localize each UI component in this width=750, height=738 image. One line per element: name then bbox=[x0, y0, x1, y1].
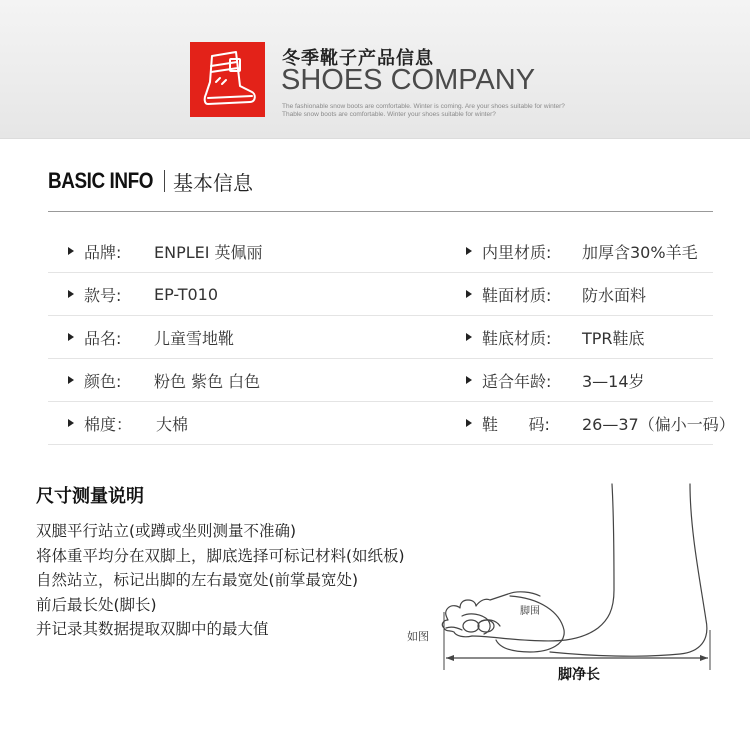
table-row bbox=[48, 359, 713, 402]
attr-label: 鞋底材质: bbox=[482, 328, 552, 348]
divider bbox=[48, 211, 713, 212]
attr-value: 加厚含30%羊毛 bbox=[582, 242, 698, 262]
boot-icon bbox=[190, 42, 265, 117]
banner-title-en: SHOES COMPANY bbox=[281, 64, 536, 96]
bullet-triangle-icon bbox=[466, 419, 472, 427]
bullet-triangle-icon bbox=[68, 290, 74, 298]
banner-subtitle bbox=[282, 103, 565, 119]
diagram-label-left: 如图 bbox=[407, 630, 429, 643]
table-row bbox=[48, 402, 735, 445]
attr-value: TPR鞋底 bbox=[582, 328, 645, 348]
instruction-line: 将体重平均分在双脚上，脚底选择可标记材料(如纸板) bbox=[36, 546, 405, 565]
diagram-label-length: 脚净长 bbox=[558, 667, 600, 683]
attr-value: 3—14岁 bbox=[582, 371, 645, 391]
attr-label: 款号: bbox=[84, 285, 122, 305]
logo bbox=[190, 42, 265, 117]
attr-label: 品名: bbox=[84, 328, 122, 348]
bullet-triangle-icon bbox=[68, 419, 74, 427]
attr-label: 内里材质: bbox=[482, 242, 552, 262]
bullet-triangle-icon bbox=[68, 376, 74, 384]
table-row bbox=[48, 230, 713, 273]
attr-value: ENPLEI 英佩丽 bbox=[154, 242, 263, 262]
bullet-triangle-icon bbox=[68, 333, 74, 341]
attr-value: 26—37（偏小一码） bbox=[582, 414, 735, 434]
measure-instructions bbox=[36, 519, 405, 642]
measure-title: 尺寸测量说明 bbox=[36, 486, 144, 507]
attr-label: 品牌: bbox=[84, 242, 122, 262]
instruction-line: 前后最长处(脚长) bbox=[36, 595, 157, 614]
diagram-label-ball: 脚围 bbox=[520, 606, 540, 617]
banner-title-cn: 冬季靴子产品信息 bbox=[282, 48, 434, 69]
attr-value: 儿童雪地靴 bbox=[154, 328, 235, 348]
instruction-line: 双腿平行站立(或蹲或坐则测量不准确) bbox=[36, 522, 297, 540]
bullet-triangle-icon bbox=[466, 376, 472, 384]
header-banner bbox=[0, 0, 750, 139]
bullet-triangle-icon bbox=[466, 290, 472, 298]
bullet-triangle-icon bbox=[466, 333, 472, 341]
section-title-cn: 基本信息 bbox=[173, 170, 253, 195]
banner-subtitle-line: Thable snow boots are comfortable. Winter your shoes suitable for winter? bbox=[282, 111, 496, 118]
bullet-triangle-icon bbox=[466, 247, 472, 255]
table-row bbox=[48, 273, 713, 316]
attr-value: 防水面料 bbox=[582, 285, 647, 305]
instruction-line: 并记录其数据提取双脚中的最大值 bbox=[36, 620, 269, 638]
banner-subtitle-line: The fashionable snow boots are comfortable. Winter is coming. Are your shoes suitable for winter? bbox=[282, 103, 565, 110]
attr-label: 鞋 码: bbox=[482, 414, 550, 434]
section-title-en: BASIC INFO bbox=[48, 168, 154, 193]
section-heading bbox=[48, 166, 253, 196]
instruction-line: 自然站立，标记出脚的左右最宽处(前掌最宽处) bbox=[36, 571, 359, 589]
attr-label: 棉度： bbox=[84, 414, 133, 434]
attr-value: EP-T010 bbox=[154, 284, 219, 304]
bullet-triangle-icon bbox=[68, 247, 74, 255]
divider bbox=[164, 170, 165, 192]
attr-label: 颜色: bbox=[84, 371, 122, 391]
info-table bbox=[48, 230, 735, 445]
attr-label: 鞋面材质: bbox=[482, 285, 552, 305]
attr-label: 适合年龄: bbox=[482, 371, 552, 391]
foot-diagram bbox=[400, 480, 730, 699]
table-row bbox=[48, 316, 713, 359]
attr-value: 粉色 紫色 白色 bbox=[154, 371, 261, 391]
foot-outline-icon bbox=[400, 480, 730, 695]
attr-value: 大棉 bbox=[156, 414, 189, 434]
